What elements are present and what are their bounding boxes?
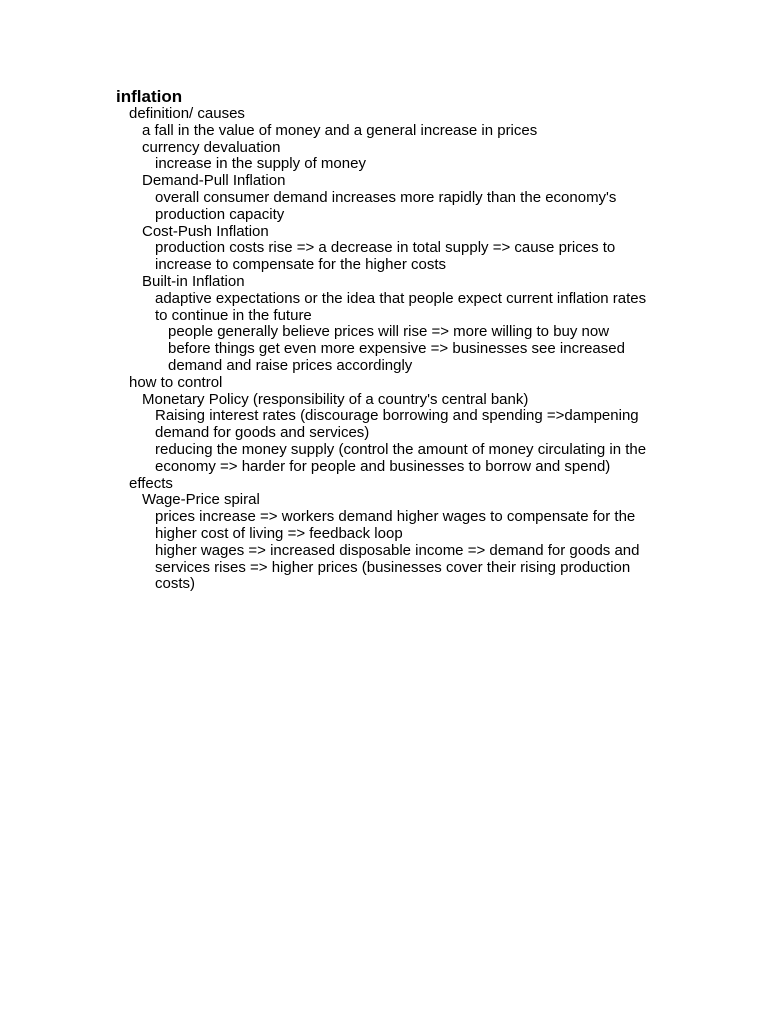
outline-item-text: adaptive expectations or the idea that people expect current inflation rates to continue in the future: [155, 289, 647, 324]
outline-item: a fall in the value of money and a general increase in prices: [142, 121, 538, 139]
outline-item: currency devaluation: [142, 138, 281, 156]
outline-item-text: reducing the money supply (control the amount of money circulating in the economy => harder for people and businesses to borrow and spend): [155, 440, 647, 475]
outline-item: [116, 442, 676, 476]
outline-item: [116, 543, 676, 593]
outline-list: [116, 106, 676, 593]
outline-item: [116, 324, 676, 374]
document-title: inflation: [116, 87, 183, 106]
outline-item-text: Raising interest rates (discourage borrowing and spending =>dampening demand for goods and services): [155, 407, 639, 442]
outline-item: [116, 509, 676, 543]
outline-item: how to control: [129, 373, 223, 391]
outline-item-text: prices increase => workers demand higher wages to compensate for the higher cost of living => feedback loop: [155, 508, 636, 542]
outline-item: Built-in Inflation: [142, 272, 245, 290]
outline-item: Cost-Push Inflation: [142, 222, 269, 240]
outline-item-text: higher wages => increased disposable income => demand for goods and services rises => higher prices (businesses cover their rising production costs): [155, 541, 640, 593]
outline-item: [116, 240, 676, 274]
outline-item: definition/ causes: [129, 105, 245, 122]
outline-item-text: overall consumer demand increases more rapidly than the economy's production capacity: [155, 188, 617, 223]
outline-item: increase in the supply of money: [155, 155, 366, 173]
outline-item-text: production costs rise => a decrease in total supply => cause prices to increase to compensate for the higher costs: [155, 239, 616, 274]
outline-item: effects: [129, 474, 173, 492]
outline-item-text: people generally believe prices will rise => more willing to buy now before things get even more expensive => businesses see increased demand and raise prices accordingly: [168, 323, 625, 374]
outline-item: [116, 291, 676, 325]
outline-item: [116, 408, 676, 442]
outline-item: [116, 190, 676, 224]
outline-item: Monetary Policy (responsibility of a country's central bank): [142, 390, 529, 408]
outline-item: Demand-Pull Inflation: [142, 172, 286, 190]
outline-item: Wage-Price spiral: [142, 491, 260, 509]
